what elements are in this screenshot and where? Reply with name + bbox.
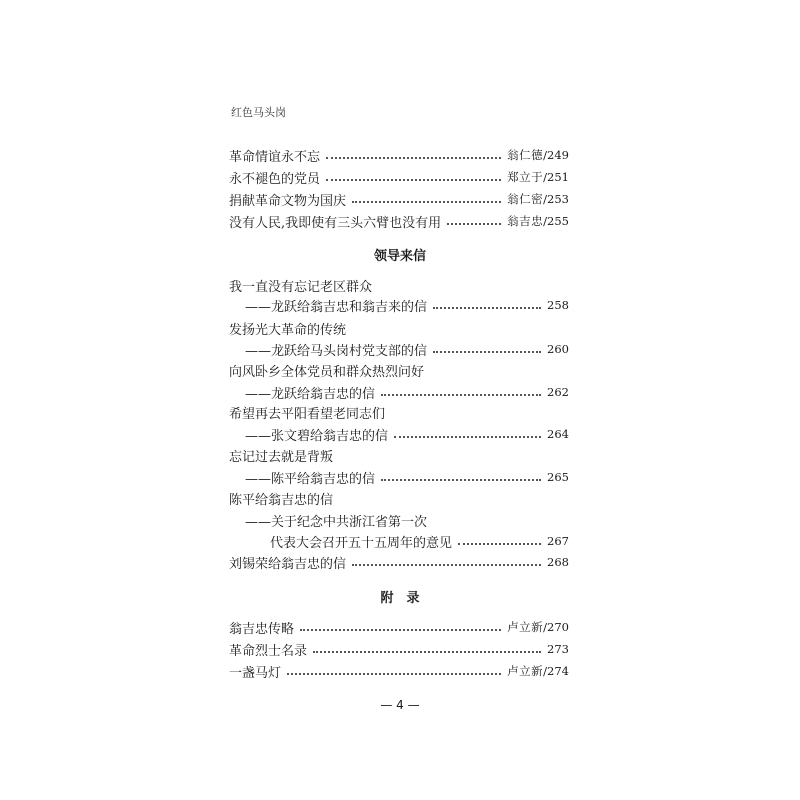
entry-subtitle: ——关于纪念中共浙江省第一次 bbox=[245, 515, 428, 530]
running-header: 红色马头岗 bbox=[231, 106, 286, 119]
entry-title[interactable]: 我一直没有忘记老区群众 bbox=[229, 280, 373, 295]
section-heading: 附 录 bbox=[380, 591, 420, 606]
entry-title: 捐献革命文物为国庆 bbox=[229, 193, 347, 209]
entry-page: 265 bbox=[547, 470, 569, 484]
entry-title[interactable]: 向风卧乡全体党员和群众热烈问好 bbox=[229, 365, 425, 380]
entry-page: /255 bbox=[543, 214, 569, 228]
entry-subtitle: ——龙跃给翁吉忠和翁吉来的信 bbox=[245, 299, 428, 315]
entry-author: 翁仁密 bbox=[507, 192, 544, 206]
entry-title[interactable]: 发扬光大革命的传统 bbox=[229, 323, 347, 338]
entry-author: 卢立新 bbox=[507, 664, 544, 678]
dot-leader bbox=[394, 435, 541, 438]
entry-page: 267 bbox=[547, 534, 569, 548]
dot-leader bbox=[300, 628, 501, 631]
entry-page: 264 bbox=[547, 427, 569, 441]
section-heading: 领导来信 bbox=[373, 249, 426, 264]
entry-subtitle: ——张文碧给翁吉忠的信 bbox=[245, 428, 389, 444]
toc-entry[interactable] bbox=[245, 381, 569, 403]
entry-subtitle: ——陈平给翁吉忠的信 bbox=[245, 471, 376, 487]
dot-leader bbox=[352, 200, 501, 203]
entry-title: 一盏马灯 bbox=[229, 665, 282, 681]
entry-title: 永不褪色的党员 bbox=[229, 171, 321, 187]
entry-author: 卢立新 bbox=[507, 620, 544, 634]
toc-entry[interactable] bbox=[229, 551, 569, 573]
entry-title: 刘锡荣给翁吉忠的信 bbox=[229, 556, 347, 572]
toc-entry[interactable] bbox=[229, 660, 569, 682]
dot-leader bbox=[326, 178, 501, 181]
entry-page: /249 bbox=[543, 148, 569, 162]
entry-page: /274 bbox=[543, 664, 569, 678]
entry-subtitle: ——龙跃给马头岗村党支部的信 bbox=[245, 343, 428, 359]
entry-title: 没有人民,我即使有三头六臂也没有用 bbox=[229, 215, 442, 231]
entry-author: 翁吉忠 bbox=[507, 214, 544, 228]
dot-leader bbox=[381, 393, 541, 396]
entry-author: 郑立于 bbox=[507, 170, 544, 184]
toc-entry[interactable] bbox=[229, 616, 569, 638]
dot-leader bbox=[447, 222, 501, 225]
entry-title: 翁吉忠传略 bbox=[229, 621, 295, 637]
entry-page: /253 bbox=[543, 192, 569, 206]
page-number: — 4 — bbox=[380, 698, 420, 712]
entry-page: /270 bbox=[543, 620, 569, 634]
entry-title[interactable]: 忘记过去就是背叛 bbox=[229, 450, 334, 465]
dot-leader bbox=[433, 306, 541, 309]
entry-title[interactable]: 陈平给翁吉忠的信 bbox=[229, 493, 334, 508]
entry-title: 革命情谊永不忘 bbox=[229, 149, 321, 165]
toc-entry[interactable] bbox=[245, 466, 569, 488]
dot-leader bbox=[287, 672, 501, 675]
dot-leader bbox=[433, 350, 541, 353]
toc-entry[interactable] bbox=[229, 210, 569, 232]
dot-leader bbox=[381, 478, 541, 481]
entry-page: 258 bbox=[547, 298, 569, 312]
toc-entry[interactable] bbox=[270, 530, 569, 552]
entry-page: 260 bbox=[547, 342, 569, 356]
toc-entry[interactable] bbox=[245, 338, 569, 360]
entry-author: 翁仁德 bbox=[507, 148, 544, 162]
toc-entry[interactable] bbox=[229, 166, 569, 188]
entry-subtitle: 代表大会召开五十五周年的意见 bbox=[270, 535, 453, 551]
entry-subtitle: ——龙跃给翁吉忠的信 bbox=[245, 386, 376, 402]
entry-title: 革命烈士名录 bbox=[229, 643, 308, 659]
dot-leader bbox=[313, 650, 541, 653]
entry-page: 273 bbox=[547, 642, 569, 656]
toc-entry[interactable] bbox=[229, 188, 569, 210]
toc-entry[interactable] bbox=[229, 144, 569, 166]
entry-page: /251 bbox=[543, 170, 569, 184]
entry-page: 268 bbox=[547, 555, 569, 569]
dot-leader bbox=[352, 563, 541, 566]
toc-entry[interactable] bbox=[245, 423, 569, 445]
toc-entry[interactable] bbox=[245, 294, 569, 316]
toc-entry[interactable] bbox=[229, 638, 569, 660]
dot-leader bbox=[458, 542, 541, 545]
dot-leader bbox=[326, 156, 501, 159]
entry-title[interactable]: 希望再去平阳看望老同志们 bbox=[229, 407, 386, 422]
entry-page: 262 bbox=[547, 385, 569, 399]
